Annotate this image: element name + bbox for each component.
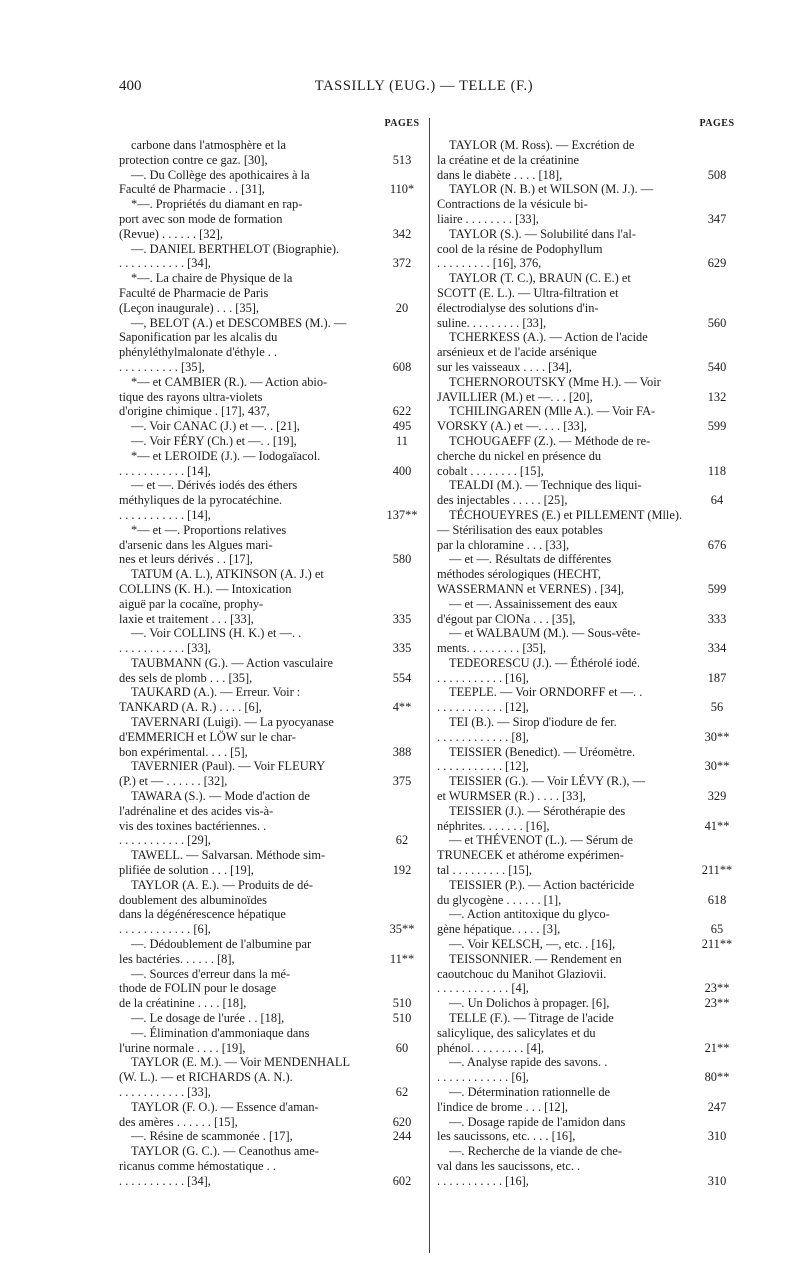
entry-text: —, BELOT (A.) et DESCOMBES (M.). — Saponification par les alcalis du phényléthylmalonate d'éthyle . . . . . . . . . . . . [35], bbox=[119, 315, 347, 374]
page-header bbox=[119, 78, 729, 100]
entry-text: —. Voir KELSCH, —, etc. . [16], bbox=[449, 937, 616, 952]
pages-header bbox=[119, 118, 422, 136]
index-entry bbox=[437, 626, 737, 656]
entry-text: —. Voir FÉRY (Ch.) et —. . [19], bbox=[131, 433, 297, 448]
entry-text: TCHERKESS (A.). — Action de l'acide arsénieux et de l'acide arsénique sur les vaisseaux . . . . [34], bbox=[437, 330, 648, 374]
entry-text: *— et —. Proportions relatives d'arsenic dans les Algues mari- nes et leurs dérivés . . [17], bbox=[119, 522, 287, 567]
entry-page: 65 bbox=[710, 922, 724, 937]
entry-text: TAYLOR (M. Ross). — Excrétion de la créatine et de la créatinine dans le diabète . . . . [18], bbox=[437, 138, 635, 182]
entry-text: TEISSIER (Benedict). — Uréomètre. . . . . . . . . . . . [12], bbox=[437, 744, 636, 774]
entry-page: 21** bbox=[704, 1040, 730, 1055]
entry-text: —. Sources d'erreur dans la mé- thode de FOLIN pour le dosage de la créatinine . . . . [18], bbox=[119, 966, 291, 1011]
index-entry bbox=[119, 1100, 422, 1130]
entry-text: TCHERNOROUTSKY (Mme H.). — Voir JAVILLIER (M.) et —. . . [20], bbox=[437, 374, 661, 404]
index-entry bbox=[119, 715, 422, 759]
index-entry bbox=[437, 1011, 737, 1055]
entry-text: — et THÉVENOT (L.). — Sérum de TRUNECEK et athérome expérimen- tal . . . . . . . . . [15], bbox=[437, 833, 633, 878]
entry-text: TEISSONNIER. — Rendement en caoutchouc du Manihot Glaziovii. . . . . . . . . . . . . [4], bbox=[437, 951, 622, 996]
entry-page: 11** bbox=[389, 951, 415, 966]
index-entry bbox=[437, 227, 737, 271]
entry-text: TEI (B.). — Sirop d'iodure de fer. . . . . . . . . . . . . [8], bbox=[437, 715, 617, 744]
index-entry bbox=[119, 967, 422, 1011]
index-entry bbox=[119, 937, 422, 967]
entry-text: TCHOUGAEFF (Z.). — Méthode de re- cherche du nickel en présence du cobalt . . . . . . . . [15], bbox=[437, 433, 651, 478]
entry-text: —. Action antitoxique du glyco- gène hépatique. . . . . [3], bbox=[437, 907, 610, 937]
entry-text: — et —. Résultats de différentes méthodes sérologiques (HECHT, WASSERMANN et VERNES) . [34], bbox=[437, 552, 625, 596]
entry-page: 333 bbox=[707, 611, 727, 626]
index-entry bbox=[437, 715, 737, 745]
left-column bbox=[119, 118, 422, 1189]
entry-page: 495 bbox=[392, 419, 412, 434]
entry-text: —. DANIEL BERTHELOT (Biographie). . . . . . . . . . . . [34], bbox=[119, 241, 340, 271]
running-title: TASSILLY (EUG.) — TELLE (F.) bbox=[314, 78, 534, 94]
entry-page: 510 bbox=[392, 1011, 412, 1026]
index-entry bbox=[437, 952, 737, 996]
entry-text: —. Voir COLLINS (H. K.) et —. . . . . . . . . . . . . [33], bbox=[119, 626, 302, 656]
entry-text: —. Analyse rapide des savons. . . . . . . . . . . . . . [6], bbox=[437, 1055, 608, 1085]
entry-text: TELLE (F.). — Titrage de l'acide salicylique, des salicylates et du phénol. . . . . . . . . [4], bbox=[437, 1011, 614, 1055]
index-entry bbox=[437, 508, 737, 552]
index-entry bbox=[119, 449, 422, 479]
index-entry bbox=[119, 626, 422, 656]
entry-page: 334 bbox=[707, 641, 727, 656]
entry-text: TAYLOR (T. C.), BRAUN (C. E.) et SCOTT (E. L.). — Ultra-filtration et électrodialyse des solutions d'in- suline. . . . . . . . . [33], bbox=[437, 271, 631, 330]
index-entry bbox=[437, 1115, 737, 1145]
entry-text: *—. La chaire de Physique de la Faculté de Pharmacie de Paris (Leçon inaugurale) . . . [35], bbox=[119, 271, 293, 315]
index-entry bbox=[437, 685, 737, 715]
entry-text: TAVERNIER (Paul). — Voir FLEURY (P.) et — . . . . . . [32], bbox=[119, 759, 326, 789]
index-entry bbox=[119, 138, 422, 168]
entry-page: 30** bbox=[704, 759, 730, 774]
entry-text: TAWELL. — Salvarsan. Méthode sim- plifiée de solution . . . [19], bbox=[119, 848, 326, 878]
right-column bbox=[437, 118, 737, 1189]
index-entry bbox=[119, 478, 422, 522]
index-entry bbox=[119, 434, 422, 449]
index-entry bbox=[437, 774, 737, 804]
index-entry bbox=[119, 168, 422, 198]
index-entry bbox=[119, 567, 422, 626]
entry-page: 342 bbox=[392, 226, 412, 241]
pages-label: PAGES bbox=[384, 118, 420, 129]
index-entry bbox=[119, 523, 422, 567]
index-entry bbox=[119, 1055, 422, 1099]
entry-page: 335 bbox=[392, 641, 412, 656]
entry-text: TAYLOR (S.). — Solubilité dans l'al- cool de la résine de Podophyllum . . . . . . . . . [16], 376, bbox=[437, 226, 636, 271]
entry-page: 20 bbox=[395, 300, 409, 315]
index-entry bbox=[437, 552, 737, 596]
index-entry bbox=[119, 656, 422, 686]
entry-text: TAYLOR (E. M.). — Voir MENDENHALL (W. L.). — et RICHARDS (A. N.). . . . . . . . . . . . [33], bbox=[119, 1055, 351, 1099]
index-entry bbox=[119, 375, 422, 419]
entry-page: 310 bbox=[707, 1129, 727, 1144]
index-entry bbox=[119, 789, 422, 848]
entry-page: 80** bbox=[704, 1070, 730, 1085]
pages-label: PAGES bbox=[699, 118, 735, 129]
entry-text: TAUBMANN (G.). — Action vasculaire des sels de plomb . . . [35], bbox=[119, 655, 334, 685]
entry-page: 132 bbox=[707, 389, 727, 404]
index-entry bbox=[437, 138, 737, 182]
index-entry bbox=[437, 745, 737, 775]
entry-text: — et —. Dérivés iodés des éthers méthyliques de la pyrocatéchine. . . . . . . . . . . . [14], bbox=[119, 478, 298, 522]
entry-page: 375 bbox=[392, 774, 412, 789]
entry-page: 560 bbox=[707, 315, 727, 330]
entry-text: TEISSIER (P.). — Action bactéricide du glycogène . . . . . . [1], bbox=[437, 877, 635, 907]
index-entry bbox=[437, 656, 737, 686]
entry-text: TCHILINGAREN (Mlle A.). — Voir FA- VORSKY (A.) et —. . . . [33], bbox=[437, 404, 656, 434]
entry-text: TAVERNARI (Luigi). — La pyocyanase d'EMMERICH et LÖW sur le char- bon expérimental. . . . [5], bbox=[119, 715, 334, 759]
index-entry bbox=[437, 804, 737, 834]
index-entry bbox=[437, 996, 737, 1011]
entry-page: 580 bbox=[392, 552, 412, 567]
index-entry bbox=[437, 330, 737, 374]
index-entry bbox=[437, 833, 737, 877]
entry-page: 602 bbox=[392, 1173, 412, 1188]
index-entry bbox=[119, 316, 422, 375]
entry-text: TEALDI (M.). — Technique des liqui- des injectables . . . . . [25], bbox=[437, 478, 642, 508]
entry-page: 187 bbox=[707, 670, 727, 685]
entry-page: 118 bbox=[707, 463, 727, 478]
page-number: 400 bbox=[119, 78, 142, 94]
index-entry bbox=[119, 685, 422, 715]
entry-page: 211** bbox=[701, 863, 733, 878]
entry-page: 508 bbox=[707, 167, 727, 182]
entry-page: 310 bbox=[707, 1173, 727, 1188]
entry-page: 23** bbox=[704, 981, 730, 996]
entry-text: —. Résine de scammonée . [17], bbox=[131, 1129, 293, 1144]
entry-text: TAYLOR (N. B.) et WILSON (M. J.). — Contractions de la vésicule bi- liaire . . . . . . . . [33], bbox=[437, 182, 654, 226]
entry-page: 244 bbox=[392, 1129, 412, 1144]
index-entry bbox=[437, 1085, 737, 1115]
entry-text: —. Voir CANAC (J.) et —. . [21], bbox=[131, 419, 300, 434]
index-entry bbox=[119, 1144, 422, 1188]
entry-page: 540 bbox=[707, 359, 727, 374]
entry-page: 41** bbox=[704, 818, 730, 833]
entry-text: —. Dédoublement de l'albumine par les bactéries. . . . . . [8], bbox=[119, 937, 312, 966]
entry-page: 211** bbox=[701, 937, 733, 952]
entry-page: 137** bbox=[386, 507, 418, 522]
entry-text: — et WALBAUM (M.). — Sous-vête- ments. . . . . . . . . [35], bbox=[437, 626, 641, 656]
index-entry bbox=[119, 848, 422, 878]
index-entry bbox=[119, 419, 422, 434]
entry-text: TAYLOR (A. E.). — Produits de dé- doublement des albuminoïdes dans la dégénérescence hépatique . . . . . . . . . . . . [6], bbox=[119, 877, 313, 937]
entry-page: 62 bbox=[395, 1085, 409, 1099]
entry-page: 192 bbox=[392, 863, 412, 878]
entry-page: 23** bbox=[704, 996, 730, 1011]
entry-text: —. Un Dolichos à propager. [6], bbox=[449, 996, 610, 1011]
entry-text: —. Recherche de la viande de che- val dans les saucissons, etc. . . . . . . . . . . . . [16], bbox=[437, 1144, 623, 1188]
index-entry bbox=[437, 878, 737, 908]
index-entry bbox=[119, 759, 422, 789]
entry-page: 64 bbox=[710, 493, 724, 508]
entry-page: 400 bbox=[392, 463, 412, 478]
index-entry bbox=[119, 878, 422, 937]
entry-page: 599 bbox=[707, 581, 727, 596]
entry-text: TAYLOR (F. O.). — Essence d'aman- des amères . . . . . . [15], bbox=[119, 1099, 319, 1129]
entry-page: 620 bbox=[392, 1114, 412, 1129]
entry-text: TEEPLE. — Voir ORNDORFF et —. . . . . . . . . . . . . [12], bbox=[437, 685, 643, 715]
index-entry bbox=[437, 597, 737, 627]
entry-page: 608 bbox=[392, 359, 412, 374]
entry-text: —. Dosage rapide de l'amidon dans les saucissons, etc. . . . [16], bbox=[437, 1114, 626, 1144]
entry-text: TAUKARD (A.). — Erreur. Voir : TANKARD (A. R.) . . . . [6], bbox=[119, 685, 301, 715]
index-entry bbox=[437, 1144, 737, 1188]
entry-text: —. Du Collège des apothicaires à la Faculté de Pharmacie . . [31], bbox=[119, 167, 310, 197]
entry-text: —. Élimination d'ammoniaque dans l'urine normale . . . . [19], bbox=[119, 1025, 310, 1055]
index-entry bbox=[119, 1011, 422, 1026]
index-entry bbox=[437, 478, 737, 508]
entry-page: 62 bbox=[395, 833, 409, 848]
column-divider bbox=[429, 118, 430, 1253]
index-entry bbox=[437, 937, 737, 952]
entry-text: TEDEORESCU (J.). — Éthérolé iodé. . . . . . . . . . . . [16], bbox=[437, 655, 640, 685]
entry-page: 513 bbox=[392, 152, 412, 167]
entry-page: 329 bbox=[707, 789, 727, 804]
pages-header bbox=[437, 118, 737, 136]
entry-page: 629 bbox=[707, 256, 727, 271]
entry-text: —. Détermination rationnelle de l'indice de brome . . . [12], bbox=[437, 1085, 611, 1114]
entry-page: 4** bbox=[392, 700, 412, 715]
entry-text: —. Le dosage de l'urée . . [18], bbox=[131, 1011, 285, 1026]
entry-page: 35** bbox=[389, 922, 415, 937]
index-entry bbox=[437, 182, 737, 226]
index-entry bbox=[119, 197, 422, 241]
entry-text: *— et LEROIDE (J.). — Iodogaïacol. . . . . . . . . . . . [14], bbox=[119, 448, 321, 478]
entry-page: 56 bbox=[710, 700, 724, 715]
entry-text: TATUM (A. L.), ATKINSON (A. J.) et COLLINS (K. H.). — Intoxication aiguë par la cocaïne, prophy- laxie et traitement . . . [33], bbox=[119, 567, 324, 626]
entry-page: 622 bbox=[392, 404, 412, 419]
entry-page: 599 bbox=[707, 419, 727, 434]
entry-page: 347 bbox=[707, 211, 727, 226]
entry-page: 110* bbox=[389, 182, 415, 197]
entry-page: 676 bbox=[707, 537, 727, 552]
index-entry bbox=[119, 1026, 422, 1056]
index-entry bbox=[437, 1055, 737, 1085]
entry-text: TÉCHOUEYRES (E.) et PILLEMENT (Mlle). — Stérilisation des eaux potables par la chloramine . . . [33], bbox=[437, 507, 683, 552]
entry-page: 388 bbox=[392, 744, 412, 759]
entry-text: TEISSIER (G.). — Voir LÉVY (R.), — et WURMSER (R.) . . . . [33], bbox=[437, 774, 645, 804]
index-entry bbox=[437, 271, 737, 330]
entry-page: 11 bbox=[396, 433, 408, 448]
index-entry bbox=[119, 242, 422, 272]
entry-page: 372 bbox=[392, 256, 412, 271]
index-entry bbox=[437, 434, 737, 478]
index-entry bbox=[437, 404, 737, 434]
entry-text: — et —. Assainissement des eaux d'égout par ClONa . . . [35], bbox=[437, 596, 618, 626]
index-entry bbox=[119, 271, 422, 315]
entry-text: carbone dans l'atmosphère et la protection contre ce gaz. [30], bbox=[119, 138, 286, 167]
entry-page: 247 bbox=[707, 1099, 727, 1114]
entry-text: *—. Propriétés du diamant en rap- port avec son mode de formation (Revue) . . . . . . [32], bbox=[119, 197, 303, 241]
entry-text: TAYLOR (G. C.). — Ceanothus ame- ricanus comme hémostatique . . . . . . . . . . . . . [34], bbox=[119, 1144, 319, 1188]
entry-page: 618 bbox=[707, 892, 727, 907]
entry-text: TAWARA (S.). — Mode d'action de l'adrénaline et des acides vis-à- vis des toxines bactériennes. . . . . . . . . . . . . [29], bbox=[119, 789, 310, 848]
entry-page: 510 bbox=[392, 996, 412, 1011]
entry-page: 554 bbox=[392, 670, 412, 685]
entry-text: TEISSIER (J.). — Sérothérapie des néphrites. . . . . . . [16], bbox=[437, 803, 626, 833]
entry-page: 60 bbox=[395, 1040, 409, 1055]
index-entry bbox=[437, 907, 737, 937]
entry-page: 335 bbox=[392, 611, 412, 626]
index-entry bbox=[437, 375, 737, 405]
entry-text: *— et CAMBIER (R.). — Action abio- tique des rayons ultra-violets d'origine chimique . [17], 437, bbox=[119, 374, 328, 419]
entry-page: 30** bbox=[704, 729, 730, 744]
index-entry bbox=[119, 1129, 422, 1144]
